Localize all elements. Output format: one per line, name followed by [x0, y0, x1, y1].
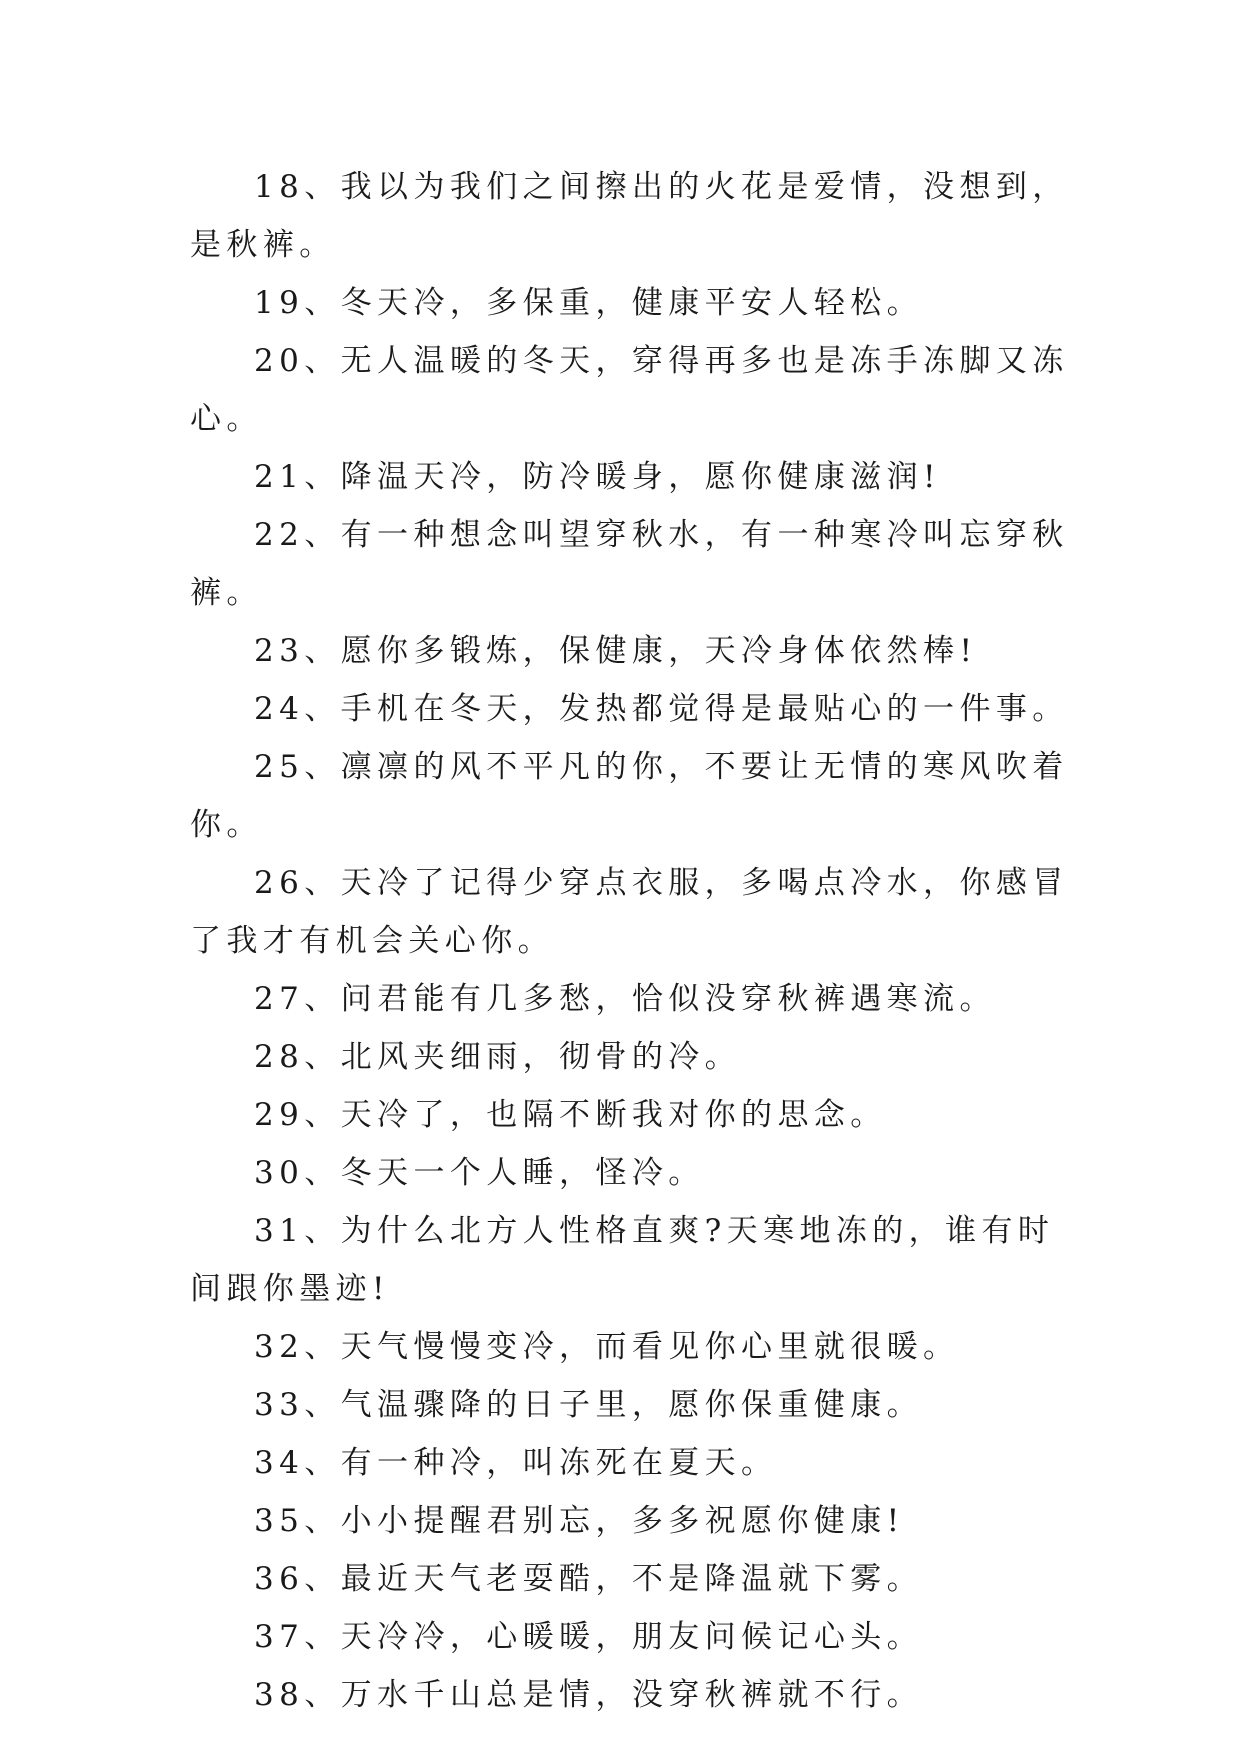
paragraph: 35、小小提醒君别忘，多多祝愿你健康! [254, 1503, 905, 1539]
paragraph: 27、问君能有几多愁，恰似没穿秋裤遇寒流。 [254, 981, 996, 1017]
paragraph: 26、天冷了记得少穿点衣服，多喝点冷水，你感冒了我才有机会关心你。 [190, 865, 1069, 959]
paragraph: 29、天冷了，也隔不断我对你的思念。 [254, 1097, 887, 1133]
paragraph: 33、气温骤降的日子里，愿你保重健康。 [254, 1387, 924, 1423]
paragraph: 25、凛凛的风不平凡的你，不要让无情的寒风吹着你。 [190, 749, 1069, 843]
paragraph: 32、天气慢慢变冷，而看见你心里就很暖。 [254, 1329, 960, 1365]
paragraph: 28、北风夹细雨，彻骨的冷。 [254, 1039, 742, 1075]
paragraph: 18、我以为我们之间擦出的火花是爱情，没想到，是秋裤。 [190, 169, 1069, 263]
paragraph: 24、手机在冬天，发热都觉得是最贴心的一件事。 [254, 691, 1069, 727]
paragraph: 22、有一种想念叫望穿秋水，有一种寒冷叫忘穿秋裤。 [190, 517, 1069, 611]
paragraph: 21、降温天冷，防冷暖身，愿你健康滋润! [254, 459, 941, 495]
paragraph: 36、最近天气老耍酷，不是降温就下雾。 [254, 1561, 924, 1597]
paragraph: 30、冬天一个人睡，怪冷。 [254, 1155, 705, 1191]
paragraph: 20、无人温暖的冬天，穿得再多也是冻手冻脚又冻心。 [190, 343, 1069, 437]
paragraph: 37、天冷冷，心暖暖，朋友问候记心头。 [254, 1619, 924, 1655]
paragraph: 34、有一种冷，叫冻死在夏天。 [254, 1445, 778, 1481]
paragraph: 19、冬天冷，多保重，健康平安人轻松。 [254, 285, 924, 321]
paragraph: 23、愿你多锻炼，保健康，天冷身体依然棒! [254, 633, 978, 669]
document-body [190, 158, 1070, 1724]
paragraph: 38、万水千山总是情，没穿秋裤就不行。 [254, 1677, 924, 1713]
paragraph: 31、为什么北方人性格直爽?天寒地冻的，谁有时间跟你墨迹! [190, 1213, 1055, 1307]
